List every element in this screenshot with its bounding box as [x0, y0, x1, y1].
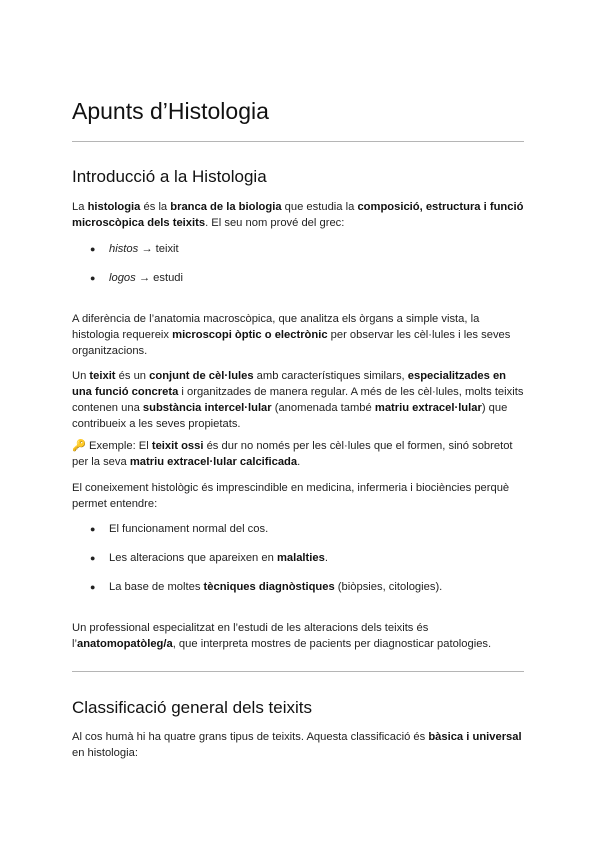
paragraph-intro: La histologia és la branca de la biologia que estudia la composició, estructura i funció microscòpica dels teixits. El seu nom prové del grec:: [72, 201, 524, 229]
paragraph-classificacio: Al cos humà hi ha quatre grans tipus de teixits. Aquesta classificació és bàsica i universal en histologia:: [72, 731, 522, 759]
section-heading-introduccio: Introducció a la Histologia: [72, 167, 267, 186]
key-icon: 🔑: [72, 440, 86, 452]
bullet: ●: [90, 273, 96, 283]
document-title: Apunts d’Histologia: [72, 98, 269, 124]
divider: [72, 141, 524, 142]
paragraph-exemple: 🔑 Exemple: El teixit ossi és dur no només per les cèl·lules que el formen, sinó sobretot per la seva matriu extracel·lular calcificada.: [72, 440, 513, 468]
paragraph-anatomopatoleg: Un professional especialitzat en l’estudi de les alteracions dels teixits és l’anatomopatòleg/a, que interpreta mostres de pacients per diagnosticar patologies.: [72, 622, 492, 650]
section-heading-classificacio: Classificació general dels teixits: [72, 698, 312, 717]
bullet: ●: [90, 582, 96, 592]
document-page: Apunts d’Histologia Introducció a la Histologia La histologia és la branca de la biologia que estudia la composició, estructura i funció microscòpica dels teixits. El seu nom prové del grec: ● histos → teixit ● logos → estudi A diferència de l’anatomia macroscòpica, que analitza els òrgans a simple vista, la histologia requereix microscopi òptic o electrònic per observar les cèl·lules i les seves organitzacions. Un teixit és un conjunt de cèl·lules amb característiques similars, especialitzades en una funció concreta i organitzades de manera regular. A més de les cèl·lules, molts teixits contenen una substància intercel·lular (anomenada també matriu extracel·lular) que contribueix a les seves propietats. 🔑 Exemple: El teixit ossi és dur no només per les cèl·lules que el formen, sinó sobretot per la seva matriu extracel·lular calcificada. El coneixement histològic és imprescindible en medicina, infermeria i biociències perquè permet entendre: ● El funcionament normal del cos. ● Les alteracions que apareixen en malalties. ● La base de moltes tècniques diagnòstiques (biòpsies, citologies). Un professional especialitzat en l’estudi de les alteracions dels teixits és l’anatomopatòleg/a, que interpreta mostres de pacients per diagnosticar patologies. Classificació general dels teixits Al cos humà hi ha quatre grans tipus de teixits. Aquesta classificació és bàsica i universal en histologia:: [0, 0, 600, 848]
paragraph-teixit: Un teixit és un conjunt de cèl·lules amb característiques similars, especialitzades en una funció concreta i organitzades de manera regular. A més de les cèl·lules, molts teixits contenen una substància intercel·lular (anomenada també matriu extracel·lular) que contribueix a les seves propietats.: [72, 370, 524, 430]
bullet: ●: [90, 524, 96, 534]
divider: [72, 671, 524, 672]
paragraph-coneixement: El coneixement histològic és imprescindible en medicina, infermeria i biociències perquè permet entendre:: [72, 482, 510, 510]
paragraph-anatomia: A diferència de l’anatomia macroscòpica, que analitza els òrgans a simple vista, la histologia requereix microscopi òptic o electrònic per observar les cèl·lules i les seves organitzacions.: [72, 313, 511, 357]
bullet: ●: [90, 553, 96, 563]
bullet: ●: [90, 244, 96, 254]
